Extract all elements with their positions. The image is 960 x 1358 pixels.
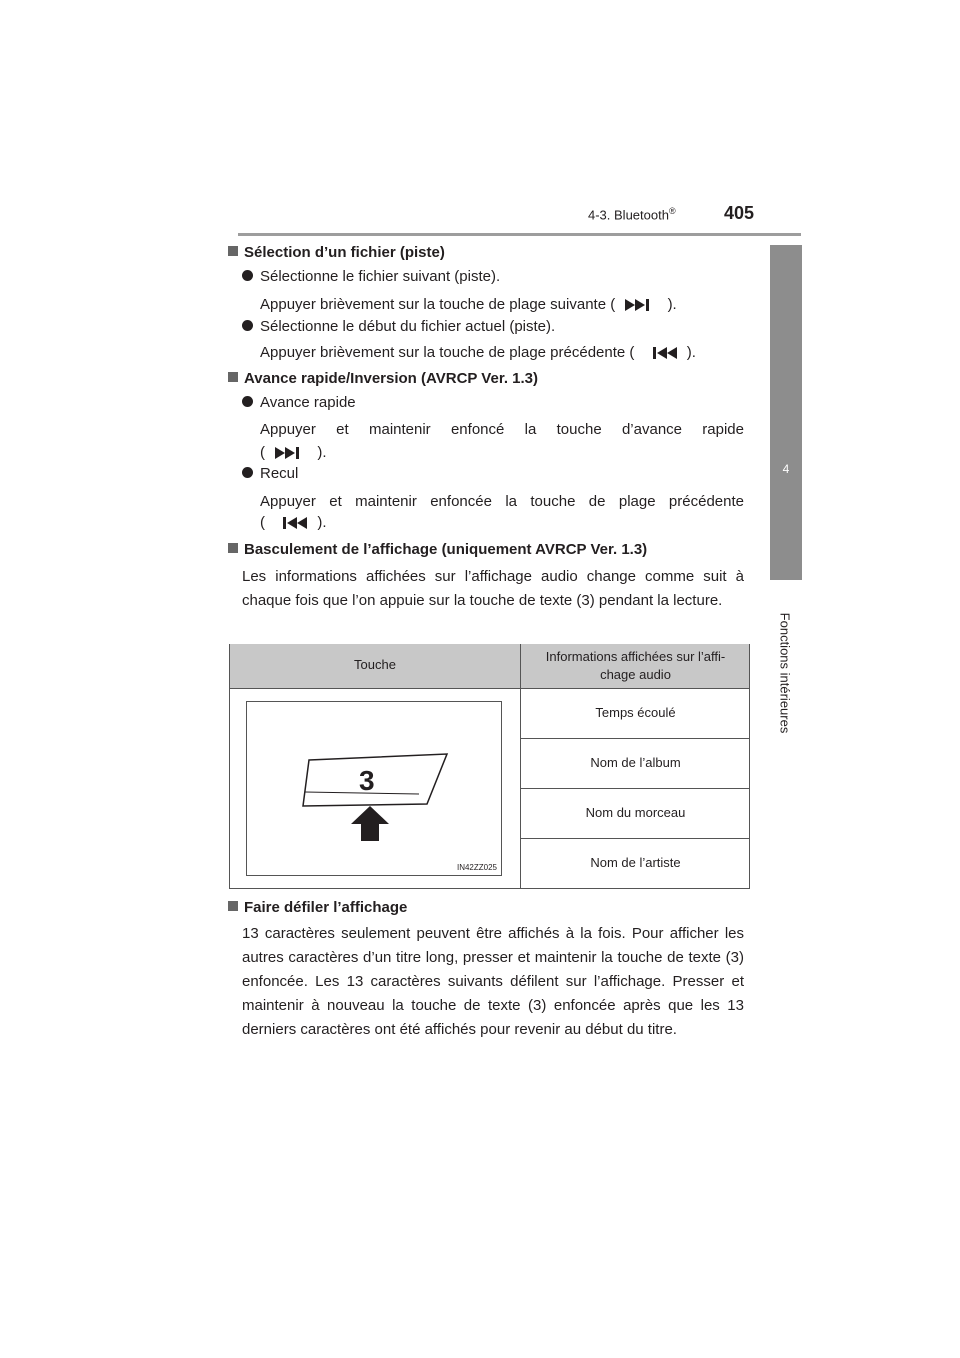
chapter-label: Fonctions intérieures — [777, 612, 793, 734]
illustration-code: IN42ZZ025 — [456, 863, 497, 872]
heading-selection: Sélection d’un fichier (piste) — [228, 244, 445, 261]
table-header-touche: Touche — [354, 657, 396, 672]
bullet-recul: Recul — [242, 465, 298, 482]
basculement-text: Les informations affichées sur l’affichage audio change comme suit à chaque fois que l’on appuie sur la touche de texte (3) pendant la lecture. — [242, 568, 744, 609]
table-cell-morceau: Nom du morceau — [585, 805, 686, 820]
bullet-current-file: Sélectionne le début du fichier actuel (piste). — [242, 318, 555, 335]
table-cell-temps: Temps écoulé — [595, 705, 676, 720]
avance-icon-line: ( ). — [260, 444, 327, 461]
recul-instruction: Appuyer et maintenir enfoncée la touche de plage précédente — [260, 493, 744, 510]
page-number: 405 — [724, 203, 755, 223]
next-file-instruction: Appuyer brièvement sur la touche de plage suivante ( ). — [260, 296, 677, 313]
table-row-divider — [521, 788, 750, 789]
bullet-next-file: Sélectionne le fichier suivant (piste). — [242, 268, 500, 285]
defiler-text: 13 caractères seulement peuvent être affichés à la fois. Pour afficher les autres caractères d’un titre long, presser et maintenir la touche de texte (3) enfoncée. Les 13 caractères suivants défilent sur l’affichage. Presser et maintenir à nouveau la touche de texte (3) enfoncée après que les 13 derniers caractères ont été affichés pour revenir au début du titre. — [242, 925, 744, 1038]
heading-avance: Avance rapide/Inversion (AVRCP Ver. 1.3) — [228, 370, 538, 387]
heading-defiler: Faire défiler l’affichage — [228, 899, 407, 916]
chapter-number: 4 — [782, 462, 790, 476]
table-border-bottom — [229, 888, 750, 889]
table-header-divider — [229, 688, 750, 689]
skip-next-icon — [619, 296, 663, 314]
table-cell-artiste: Nom de l’artiste — [590, 855, 681, 870]
section-title: 4-3. Bluetooth® — [588, 206, 676, 223]
recul-icon-line: ( ). — [260, 514, 327, 531]
text-button-illustration — [246, 701, 502, 876]
table-border-left — [229, 644, 230, 889]
bullet-avance-rapide: Avance rapide — [242, 394, 356, 411]
table-cell-album: Nom de l’album — [590, 755, 681, 770]
table-row-divider — [521, 838, 750, 839]
avance-instruction: Appuyer et maintenir enfoncé la touche d’avance rapide — [260, 421, 744, 438]
skip-next-icon — [269, 444, 313, 462]
heading-basculement: Basculement de l’affichage (uniquement AVRCP Ver. 1.3) — [228, 541, 647, 558]
skip-previous-icon — [639, 344, 683, 362]
skip-previous-icon — [269, 514, 313, 532]
text-button-label: 3 — [359, 765, 375, 796]
table-header-informations: Informations affichées sur l’affi- chage audio — [545, 649, 726, 682]
header-divider — [238, 233, 801, 236]
prev-file-instruction: Appuyer brièvement sur la touche de plage précédente ( ). — [260, 344, 696, 361]
chapter-tab — [770, 245, 802, 580]
table-row-divider — [521, 738, 750, 739]
